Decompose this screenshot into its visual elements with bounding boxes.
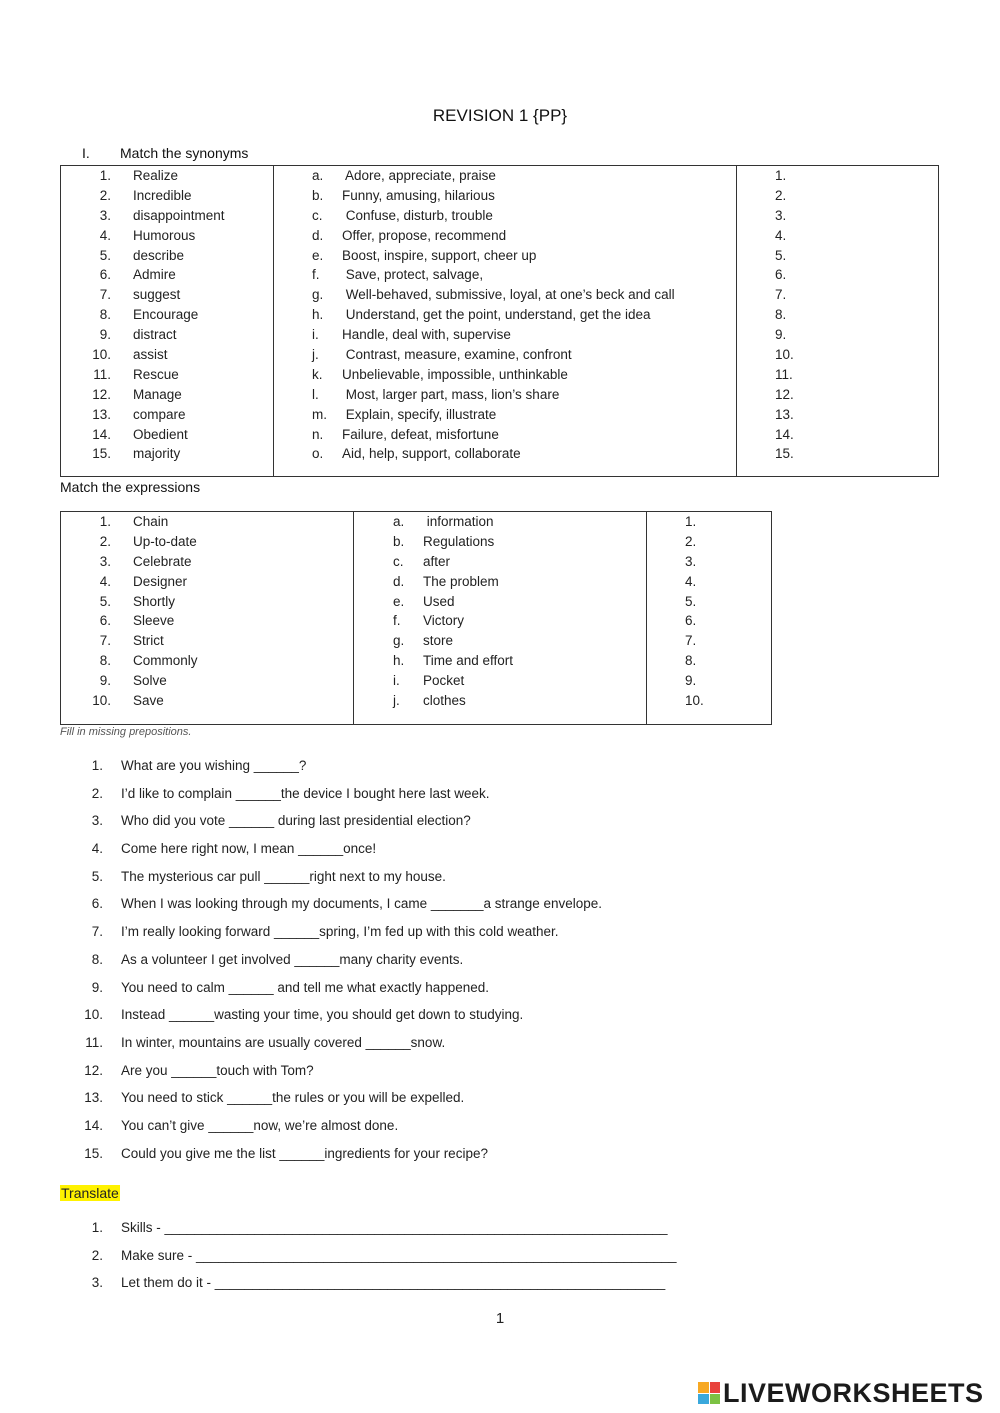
translate-item[interactable]: [60, 1271, 677, 1299]
item-word: suggest: [133, 287, 181, 303]
item-word: Chain: [133, 514, 169, 529]
item-prompt[interactable]: Let them do it - ____________________________________________________________: [121, 1275, 666, 1290]
expression-word-row: [61, 512, 353, 532]
section-roman-numeral: I.: [82, 145, 90, 161]
item-word: Solve: [133, 673, 167, 689]
item-word: compare: [133, 406, 186, 422]
expression-match-row: [393, 512, 646, 532]
expression-match-row: [393, 552, 646, 572]
section-synonyms-heading: [82, 145, 248, 161]
item-definition: Funny, amusing, hilarious: [342, 187, 495, 203]
preposition-item[interactable]: [60, 1031, 602, 1059]
item-word: Rescue: [133, 366, 179, 382]
synonym-definition-row: [312, 265, 736, 285]
item-word: majority: [133, 446, 181, 462]
expression-match-row: [393, 532, 646, 552]
expression-match-row: [393, 592, 646, 612]
item-number: 10.: [92, 347, 111, 363]
answer-slot[interactable]: 13.: [775, 406, 794, 422]
expression-match-row: [393, 671, 646, 691]
item-letter: g.: [312, 287, 324, 303]
page-number: 1: [495, 1310, 505, 1327]
logo-square: [698, 1382, 709, 1393]
synonym-definition-row: [312, 246, 736, 266]
synonym-word-row: [61, 206, 273, 226]
prepositions-instruction: Fill in missing prepositions.: [60, 726, 192, 738]
answer-slot[interactable]: 8.: [685, 653, 697, 669]
expressions-answer-column[interactable]: [647, 512, 772, 725]
answer-slot[interactable]: 14.: [775, 426, 794, 442]
expressions-word-column: [61, 512, 354, 725]
synonym-definition-row: [312, 444, 736, 464]
item-number: 6.: [91, 896, 103, 912]
item-definition: Offer, propose, recommend: [342, 227, 507, 243]
item-word: Humorous: [133, 227, 196, 243]
item-number: 15.: [92, 446, 111, 462]
logo-icon: [698, 1382, 720, 1404]
item-sentence[interactable]: You need to stick ______the rules or you will be expelled.: [121, 1090, 465, 1106]
item-number: 13.: [92, 406, 111, 422]
item-definition: Save, protect, salvage,: [342, 267, 484, 283]
item-sentence[interactable]: I’m really looking forward ______spring, I’m fed up with this cold weather.: [121, 924, 559, 940]
item-word: Obedient: [133, 426, 188, 442]
item-letter: c.: [312, 207, 323, 223]
prepositions-list: [60, 754, 602, 1169]
liveworksheets-logo[interactable]: [698, 1378, 984, 1408]
item-word: Celebrate: [133, 553, 192, 569]
item-letter: d.: [312, 227, 324, 243]
item-number: 6.: [99, 267, 111, 283]
item-letter: b.: [312, 187, 324, 203]
item-number: 5.: [91, 868, 103, 884]
translate-list: [60, 1216, 677, 1299]
item-word: Strict: [133, 633, 164, 649]
item-letter: f.: [312, 267, 320, 283]
synonym-definition-row: [312, 345, 736, 365]
logo-square: [710, 1382, 721, 1393]
synonym-definition-row: [312, 206, 736, 226]
synonym-word-row: [61, 425, 273, 445]
item-number: 12.: [92, 386, 111, 402]
item-sentence[interactable]: What are you wishing ______?: [121, 758, 307, 773]
answer-slot[interactable]: 7.: [685, 633, 697, 649]
item-sentence[interactable]: You can’t give ______now, we’re almost done.: [121, 1117, 399, 1133]
answer-slot[interactable]: 10.: [685, 693, 704, 709]
logo-text: LIVEWORKSHEETS: [723, 1377, 984, 1408]
item-number: 3.: [99, 553, 111, 569]
item-definition: Failure, defeat, misfortune: [342, 426, 499, 442]
item-sentence[interactable]: Instead ______wasting your time, you should get down to studying.: [121, 1007, 524, 1023]
answer-slot[interactable]: 8.: [775, 307, 787, 323]
item-word: disappointment: [133, 207, 225, 223]
item-sentence[interactable]: You need to calm ______ and tell me what exactly happened.: [121, 979, 490, 995]
translate-item[interactable]: [60, 1244, 677, 1272]
synonym-definition-row: [312, 186, 736, 206]
item-word: Encourage: [133, 307, 199, 323]
item-number: 3.: [91, 813, 103, 829]
preposition-item[interactable]: [60, 920, 602, 948]
item-number: 7.: [99, 633, 111, 649]
item-letter: m.: [312, 406, 327, 422]
item-letter: f.: [393, 613, 401, 629]
synonym-definition-row: [312, 226, 736, 246]
item-word: Incredible: [133, 187, 192, 203]
expression-match-row: [393, 691, 646, 711]
item-word: Designer: [133, 573, 188, 589]
synonym-word-row: [61, 345, 273, 365]
item-number: 4.: [99, 573, 111, 589]
expression-word-row: [61, 572, 353, 592]
synonym-word-row: [61, 365, 273, 385]
item-number: 7.: [99, 287, 111, 303]
item-number: 9.: [99, 673, 111, 689]
expression-word-row: [61, 592, 353, 612]
preposition-item[interactable]: [60, 1086, 602, 1114]
answer-slot[interactable]: 9.: [685, 673, 697, 689]
item-match: information: [423, 514, 494, 529]
item-letter: h.: [393, 653, 405, 669]
item-letter: g.: [393, 633, 405, 649]
answer-slot[interactable]: 5.: [775, 247, 787, 263]
synonyms-definition-column: [274, 166, 737, 477]
item-prompt[interactable]: Make sure - ________________________________________________________________: [121, 1247, 677, 1263]
item-definition: Confuse, disturb, trouble: [342, 207, 493, 223]
preposition-item[interactable]: [60, 865, 602, 893]
item-number: 7.: [91, 924, 103, 940]
item-letter: i.: [393, 673, 400, 689]
answer-slot[interactable]: 4.: [775, 227, 787, 243]
item-match: clothes: [423, 693, 466, 709]
expression-word-row: [61, 671, 353, 691]
expression-match-row: [393, 572, 646, 592]
item-number: 1.: [91, 758, 103, 773]
item-number: 1.: [99, 168, 111, 183]
item-definition: Well-behaved, submissive, loyal, at one’s beck and call: [342, 287, 675, 303]
item-letter: c.: [393, 553, 404, 569]
expressions-match-column: [354, 512, 647, 725]
item-word: Save: [133, 693, 164, 709]
item-match: The problem: [423, 573, 499, 589]
item-word: distract: [133, 327, 177, 343]
item-letter: o.: [312, 446, 324, 462]
item-word: assist: [133, 347, 168, 363]
item-match: after: [423, 553, 451, 569]
synonym-word-row: [61, 444, 273, 464]
item-definition: Unbelievable, impossible, unthinkable: [342, 366, 568, 382]
item-number: 6.: [99, 613, 111, 629]
answer-slot[interactable]: 11.: [775, 366, 793, 382]
preposition-item[interactable]: [60, 809, 602, 837]
item-sentence[interactable]: Are you ______touch with Tom?: [121, 1062, 314, 1078]
item-word: Sleeve: [133, 613, 175, 629]
preposition-item[interactable]: [60, 1114, 602, 1142]
item-number: 2.: [91, 1247, 103, 1263]
item-letter: a.: [393, 514, 405, 529]
answer-slot[interactable]: 2.: [775, 187, 787, 203]
item-word: Admire: [133, 267, 176, 283]
preposition-item[interactable]: [60, 782, 602, 810]
expression-word-row: [61, 691, 353, 711]
synonym-word-row: [61, 186, 273, 206]
synonym-word-row: [61, 226, 273, 246]
item-number: 11.: [85, 1034, 103, 1050]
item-word: describe: [133, 247, 185, 263]
item-letter: j.: [393, 693, 400, 709]
synonym-definition-row: [312, 285, 736, 305]
item-number: 1.: [99, 514, 111, 529]
answer-slot[interactable]: 3.: [685, 553, 697, 569]
page-title: REVISION 1 {PP}: [432, 106, 568, 125]
synonyms-table: [60, 165, 939, 477]
item-letter: l.: [312, 386, 319, 402]
answer-slot[interactable]: 9.: [775, 327, 787, 343]
synonym-definition-row: [312, 365, 736, 385]
item-number: 2.: [99, 187, 111, 203]
synonym-definition-row: [312, 166, 736, 186]
logo-square: [710, 1394, 721, 1405]
preposition-item[interactable]: [60, 837, 602, 865]
item-number: 15.: [84, 1145, 103, 1161]
item-definition: Contrast, measure, examine, confront: [342, 347, 572, 363]
item-number: 5.: [99, 593, 111, 609]
synonym-definition-row: [312, 325, 736, 345]
item-sentence[interactable]: Who did you vote ______ during last presidential election?: [121, 813, 471, 829]
item-letter: e.: [312, 247, 324, 263]
synonym-word-row: [61, 246, 273, 266]
item-number: 2.: [91, 785, 103, 801]
item-number: 9.: [99, 327, 111, 343]
answer-slot[interactable]: 4.: [685, 573, 697, 589]
item-match: Time and effort: [423, 653, 514, 669]
translate-heading: Translate: [61, 1185, 119, 1201]
preposition-item[interactable]: [60, 1003, 602, 1031]
item-letter: n.: [312, 426, 324, 442]
synonym-word-row: [61, 305, 273, 325]
item-number: 9.: [91, 979, 103, 995]
item-match: Used: [423, 593, 455, 609]
answer-slot[interactable]: 2.: [685, 533, 697, 549]
answer-slot[interactable]: 6.: [775, 267, 787, 283]
item-number: 14.: [84, 1117, 103, 1133]
item-number: 3.: [99, 207, 111, 223]
item-number: 2.: [99, 533, 111, 549]
item-definition: Explain, specify, illustrate: [342, 406, 497, 422]
item-sentence[interactable]: Could you give me the list ______ingredients for your recipe?: [121, 1145, 488, 1161]
item-letter: i.: [312, 327, 319, 343]
item-sentence[interactable]: In winter, mountains are usually covered ______snow.: [121, 1034, 446, 1050]
item-definition: Adore, appreciate, praise: [342, 168, 496, 183]
item-match: Pocket: [423, 673, 465, 689]
expression-match-row: [393, 651, 646, 671]
item-number: 4.: [91, 841, 103, 857]
item-sentence[interactable]: As a volunteer I get involved ______many charity events.: [121, 951, 464, 967]
synonym-word-row: [61, 265, 273, 285]
item-number: 1.: [91, 1220, 103, 1235]
answer-slot[interactable]: 10.: [775, 347, 794, 363]
item-word: Shortly: [133, 593, 176, 609]
item-letter: j.: [312, 347, 319, 363]
item-letter: h.: [312, 307, 324, 323]
preposition-item[interactable]: [60, 892, 602, 920]
item-sentence[interactable]: I’d like to complain ______the device I bought here last week.: [121, 785, 490, 801]
expression-word-row: [61, 651, 353, 671]
item-letter: d.: [393, 573, 405, 589]
section-expressions-heading: Match the expressions: [60, 479, 201, 495]
item-letter: e.: [393, 593, 405, 609]
item-definition: Boost, inspire, support, cheer up: [342, 247, 537, 263]
item-match: Regulations: [423, 533, 495, 549]
answer-slot[interactable]: 3.: [775, 207, 787, 223]
item-word: Up-to-date: [133, 533, 197, 549]
preposition-item[interactable]: [60, 976, 602, 1004]
item-number: 5.: [99, 247, 111, 263]
item-letter: b.: [393, 533, 405, 549]
answer-slot[interactable]: 15.: [775, 446, 794, 462]
item-word: Manage: [133, 386, 182, 402]
item-number: 8.: [99, 307, 111, 323]
preposition-item[interactable]: [60, 948, 602, 976]
expression-word-row: [61, 611, 353, 631]
item-number: 11.: [93, 366, 111, 382]
item-sentence[interactable]: When I was looking through my documents, I came _______a strange envelope.: [121, 896, 603, 912]
item-definition: Aid, help, support, collaborate: [342, 446, 521, 462]
synonyms-answer-column[interactable]: [737, 166, 939, 477]
item-letter: k.: [312, 366, 323, 382]
item-number: 8.: [99, 653, 111, 669]
synonym-definition-row: [312, 405, 736, 425]
preposition-item[interactable]: [60, 754, 602, 782]
item-number: 13.: [84, 1090, 103, 1106]
item-definition: Handle, deal with, supervise: [342, 327, 511, 343]
preposition-item[interactable]: [60, 1059, 602, 1087]
synonyms-word-column: [61, 166, 274, 477]
preposition-item[interactable]: [60, 1142, 602, 1170]
synonym-word-row: [61, 385, 273, 405]
item-number: 3.: [91, 1275, 103, 1290]
synonym-definition-row: [312, 305, 736, 325]
expression-word-row: [61, 631, 353, 651]
synonym-word-row: [61, 325, 273, 345]
item-definition: Understand, get the point, understand, get the idea: [342, 307, 651, 323]
expression-match-row: [393, 631, 646, 651]
item-number: 10.: [92, 693, 111, 709]
item-letter: a.: [312, 168, 324, 183]
item-word: Commonly: [133, 653, 198, 669]
item-number: 14.: [92, 426, 111, 442]
item-number: 4.: [99, 227, 111, 243]
expressions-table: [60, 511, 772, 725]
item-sentence[interactable]: Come here right now, I mean ______once!: [121, 841, 377, 857]
item-number: 10.: [84, 1007, 103, 1023]
section-heading-text: Match the synonyms: [120, 145, 249, 161]
logo-square: [698, 1394, 709, 1405]
answer-slot[interactable]: 12.: [775, 386, 794, 402]
item-match: store: [423, 633, 454, 649]
item-word: Realize: [133, 168, 179, 183]
synonym-definition-row: [312, 385, 736, 405]
expression-match-row: [393, 611, 646, 631]
item-definition: Most, larger part, mass, lion’s share: [342, 386, 560, 402]
synonym-definition-row: [312, 425, 736, 445]
synonym-word-row: [61, 405, 273, 425]
item-prompt[interactable]: Skills - ___________________________________________________________________: [121, 1220, 668, 1235]
answer-slot[interactable]: 5.: [685, 593, 697, 609]
item-number: 12.: [84, 1062, 103, 1078]
synonym-word-row: [61, 166, 273, 186]
answer-slot[interactable]: 1.: [685, 514, 697, 529]
translate-item[interactable]: [60, 1216, 677, 1244]
item-number: 8.: [91, 951, 103, 967]
item-match: Victory: [423, 613, 465, 629]
synonym-word-row: [61, 285, 273, 305]
expression-word-row: [61, 552, 353, 572]
answer-slot[interactable]: 1.: [775, 168, 787, 183]
answer-slot[interactable]: 7.: [775, 287, 787, 303]
answer-slot[interactable]: 6.: [685, 613, 697, 629]
expression-word-row: [61, 532, 353, 552]
item-sentence[interactable]: The mysterious car pull ______right next to my house.: [121, 868, 446, 884]
